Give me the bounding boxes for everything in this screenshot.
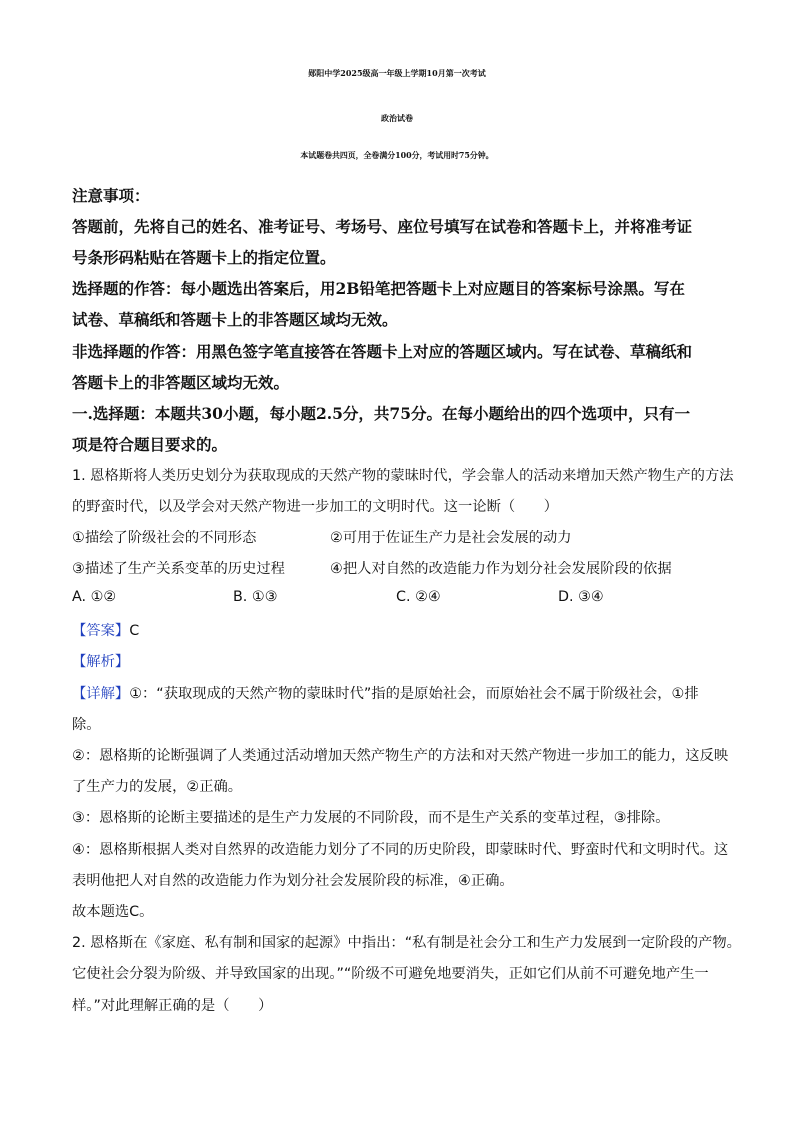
detail-line: 表明他把人对自然的改造能力作为划分社会发展阶段的标准，④正确。 bbox=[72, 873, 514, 889]
notice-line: 选择题的作答：每小题选出答案后，用2B铅笔把答题卡上对应题目的答案标号涂黑。写在 bbox=[72, 279, 685, 298]
statement-1: ①描绘了阶级社会的不同形态 bbox=[72, 530, 257, 546]
detail-line: ③：恩格斯的论断主要描述的是生产力发展的不同阶段，而不是生产关系的变革过程，③排除。 bbox=[72, 810, 670, 826]
detail-line bbox=[72, 683, 699, 703]
option-b: B. ①③ bbox=[233, 589, 278, 605]
notice-heading: 注意事项： bbox=[72, 186, 150, 205]
notice-line: 非选择题的作答：用黑色签字笔直接答在答题卡上对应的答题区域内。写在试卷、草稿纸和 bbox=[72, 342, 693, 361]
option-d: D. ③④ bbox=[558, 589, 604, 605]
exam-title: 郧阳中学2025级高一年级上学期10月第一次考试 bbox=[308, 68, 486, 78]
answer-value: C bbox=[129, 623, 140, 639]
notice-line: 试卷、草稿纸和答题卡上的非答题区域均无效。 bbox=[72, 310, 398, 329]
detail-line: 除。 bbox=[72, 717, 101, 733]
detail-line: 了生产力的发展，②正确。 bbox=[72, 779, 243, 795]
detail-line: ②：恩格斯的论断强调了人类通过活动增加天然产物生产的方法和对天然产物进一步加工的能力，这反映 bbox=[72, 748, 729, 764]
option-a: A. ①② bbox=[72, 589, 117, 605]
answer-line bbox=[72, 620, 139, 640]
question-1-stem: 的野蛮时代，以及学会对天然产物进一步加工的文明时代。这一论断（ ） bbox=[72, 499, 559, 515]
detail-tag: 【详解】 bbox=[72, 686, 130, 702]
detail-line: ④：恩格斯根据人类对自然界的改造能力划分了不同的历史阶段，即蒙昧时代、野蛮时代和文明时代。这 bbox=[72, 842, 729, 858]
statement-3: ③描述了生产关系变革的历史过程 bbox=[72, 561, 285, 577]
statement-4: ④把人对自然的改造能力作为划分社会发展阶段的依据 bbox=[330, 561, 672, 577]
analysis-tag: 【解析】 bbox=[72, 654, 130, 670]
question-1-stem: 1. 恩格斯将人类历史划分为获取现成的天然产物的蒙昧时代，学会靠人的活动来增加天然产物生产的方法 bbox=[72, 468, 734, 484]
question-2-stem: 它使社会分裂为阶级、并导致国家的出现。”“阶级不可避免地要消失，正如它们从前不可避免地产生一 bbox=[72, 966, 709, 982]
notice-line: 号条形码粘贴在答题卡上的指定位置。 bbox=[72, 248, 336, 267]
detail-text: ①：“获取现成的天然产物的蒙昧时代”指的是原始社会，而原始社会不属于阶级社会，①排 bbox=[129, 686, 699, 702]
notice-line: 答题前，先将自己的姓名、准考证号、考场号、座位号填写在试卷和答题卡上，并将准考证 bbox=[72, 217, 693, 236]
section-heading: 项是符合题目要求的。 bbox=[72, 435, 228, 454]
answer-tag: 【答案】 bbox=[72, 623, 130, 639]
question-2-stem: 2. 恩格斯在《家庭、私有制和国家的起源》中指出：“私有制是社会分工和生产力发展到一定阶段的产物。 bbox=[72, 935, 741, 951]
question-2-stem: 样。”对此理解正确的是（ ） bbox=[72, 998, 273, 1014]
exam-info: 本试题卷共四页，全卷满分100分，考试用时75分钟。 bbox=[300, 151, 494, 160]
conclusion-line: 故本题选C。 bbox=[72, 904, 154, 920]
option-c: C. ②④ bbox=[396, 589, 441, 605]
section-heading: 一.选择题：本题共30小题，每小题2.5分，共75分。在每小题给出的四个选项中，只有一 bbox=[72, 404, 691, 423]
statement-2: ②可用于佐证生产力是社会发展的动力 bbox=[330, 530, 572, 546]
exam-subtitle: 政治试卷 bbox=[381, 113, 413, 123]
notice-line: 答题卡上的非答题区域均无效。 bbox=[72, 373, 290, 392]
